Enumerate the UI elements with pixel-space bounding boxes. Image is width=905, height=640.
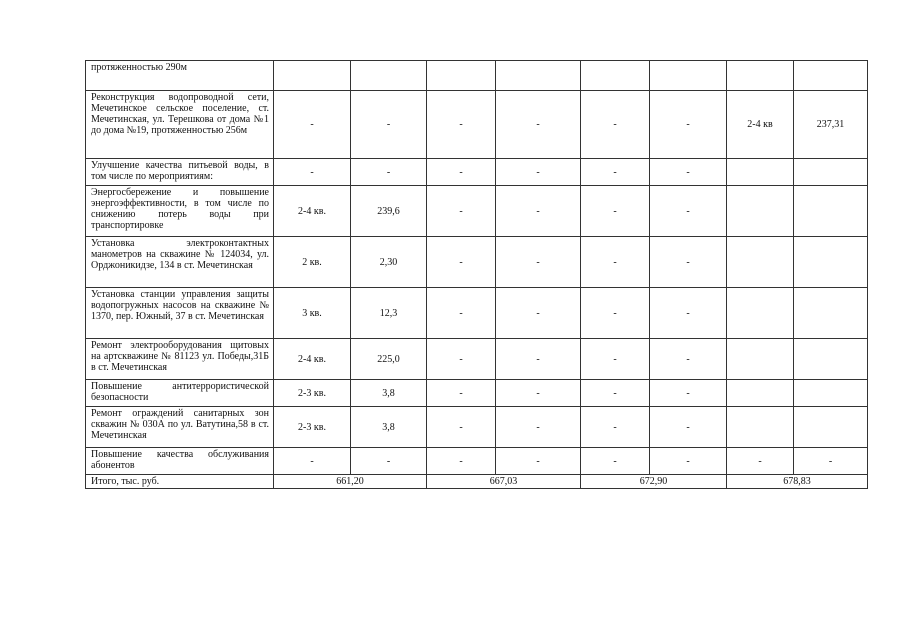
table-cell: -	[581, 339, 650, 380]
table-cell: 2-4 кв	[727, 91, 794, 159]
table-cell	[794, 380, 868, 407]
table-cell: -	[496, 159, 581, 186]
table-row	[86, 159, 868, 186]
table-cell: -	[794, 448, 868, 475]
measures-table	[85, 60, 868, 489]
table-cell	[727, 380, 794, 407]
table-cell: -	[274, 159, 351, 186]
row-description: Улучшение качества питьевой воды, в том числе по мероприятиям:	[86, 159, 274, 186]
table-cell: -	[427, 159, 496, 186]
table-cell: -	[427, 339, 496, 380]
row-description: Повышение антитеррористической безопасности	[86, 380, 274, 407]
table-cell: -	[650, 407, 727, 448]
row-description: Ремонт электрооборудования щитовых на артскважине № 81123 ул. Победы,31Б в ст. Мечетинская	[86, 339, 274, 380]
row-description: Установка электроконтактных манометров на скважине № 124034, ул. Орджоникидзе, 134 в ст. Мечетинская	[86, 237, 274, 288]
total-value: 667,03	[427, 475, 581, 489]
table-cell: -	[496, 380, 581, 407]
table-cell	[727, 237, 794, 288]
table-cell	[727, 61, 794, 91]
row-description: Ремонт ограждений санитарных зон скважин № 030А по ул. Ватутина,58 в ст. Мечетинская	[86, 407, 274, 448]
table-cell	[794, 61, 868, 91]
table-row	[86, 186, 868, 237]
table-cell: 2 кв.	[274, 237, 351, 288]
table-row	[86, 339, 868, 380]
row-description: Энергосбережение и повышение энергоэффективности, в том числе по снижению потерь воды при транспортировке	[86, 186, 274, 237]
table-cell: -	[274, 91, 351, 159]
table-cell: -	[496, 407, 581, 448]
table-cell	[274, 61, 351, 91]
table-cell: 2,30	[351, 237, 427, 288]
table-cell: 239,6	[351, 186, 427, 237]
table-cell	[727, 288, 794, 339]
table-cell: -	[650, 186, 727, 237]
table-cell: -	[427, 91, 496, 159]
table-cell: 2-3 кв.	[274, 380, 351, 407]
table-cell: -	[427, 237, 496, 288]
row-description: Установка станции управления защиты водопогружных насосов на скважине № 1370, пер. Южный, 37 в ст. Мечетинская	[86, 288, 274, 339]
table-cell: -	[496, 91, 581, 159]
table-cell: 3 кв.	[274, 288, 351, 339]
table-row	[86, 380, 868, 407]
table-row	[86, 237, 868, 288]
table-cell	[794, 339, 868, 380]
table-cell	[496, 61, 581, 91]
table-cell: -	[650, 288, 727, 339]
table-cell: 2-4 кв.	[274, 186, 351, 237]
table-cell	[794, 288, 868, 339]
row-description: протяженностью 290м	[86, 61, 274, 91]
table-cell: 225,0	[351, 339, 427, 380]
table-cell	[794, 407, 868, 448]
table-cell: -	[650, 448, 727, 475]
table-row	[86, 448, 868, 475]
table-cell: -	[274, 448, 351, 475]
table-cell: -	[496, 186, 581, 237]
table-cell: -	[650, 159, 727, 186]
total-value: 661,20	[274, 475, 427, 489]
table-cell: -	[427, 288, 496, 339]
row-description: Реконструкция водопроводной сети, Мечетинское сельское поселение, ст. Мечетинская, ул. Терешкова от дома №1 до дома №19, протяженностью 256м	[86, 91, 274, 159]
table-cell: -	[650, 237, 727, 288]
table-cell	[351, 61, 427, 91]
row-description: Повышение качества обслуживания абонентов	[86, 448, 274, 475]
table-cell: 237,31	[794, 91, 868, 159]
table-cell: 12,3	[351, 288, 427, 339]
table-row	[86, 288, 868, 339]
table-cell: -	[581, 407, 650, 448]
table-cell: -	[650, 91, 727, 159]
table-row	[86, 61, 868, 91]
table-cell: 3,8	[351, 407, 427, 448]
table-cell: 3,8	[351, 380, 427, 407]
table-cell: -	[581, 159, 650, 186]
table-cell: -	[351, 159, 427, 186]
table-cell	[727, 186, 794, 237]
table-cell: -	[581, 380, 650, 407]
table-cell: -	[427, 186, 496, 237]
total-value: 678,83	[727, 475, 868, 489]
table-cell: -	[496, 237, 581, 288]
table-cell	[581, 61, 650, 91]
table-cell	[427, 61, 496, 91]
table-cell: -	[427, 380, 496, 407]
table-cell: -	[581, 91, 650, 159]
total-label: Итого, тыс. руб.	[86, 475, 274, 489]
table-body	[86, 61, 868, 489]
table-cell	[727, 407, 794, 448]
table-cell: -	[650, 380, 727, 407]
table-cell: 2-4 кв.	[274, 339, 351, 380]
table-cell: -	[351, 448, 427, 475]
table-cell: -	[581, 186, 650, 237]
table-cell: -	[427, 407, 496, 448]
table-cell: -	[351, 91, 427, 159]
table-cell: -	[727, 448, 794, 475]
total-row	[86, 475, 868, 489]
table-cell: -	[427, 448, 496, 475]
total-value: 672,90	[581, 475, 727, 489]
table-cell: -	[581, 288, 650, 339]
table-cell	[794, 159, 868, 186]
table-cell	[794, 237, 868, 288]
table-cell: -	[496, 288, 581, 339]
table-cell: -	[496, 339, 581, 380]
table-cell	[650, 61, 727, 91]
table-cell: -	[496, 448, 581, 475]
table-row	[86, 407, 868, 448]
table-cell	[727, 339, 794, 380]
table-cell	[794, 186, 868, 237]
table-cell	[727, 159, 794, 186]
table-cell: -	[581, 237, 650, 288]
table-cell: 2-3 кв.	[274, 407, 351, 448]
table-row	[86, 91, 868, 159]
table-cell: -	[650, 339, 727, 380]
table-cell: -	[581, 448, 650, 475]
